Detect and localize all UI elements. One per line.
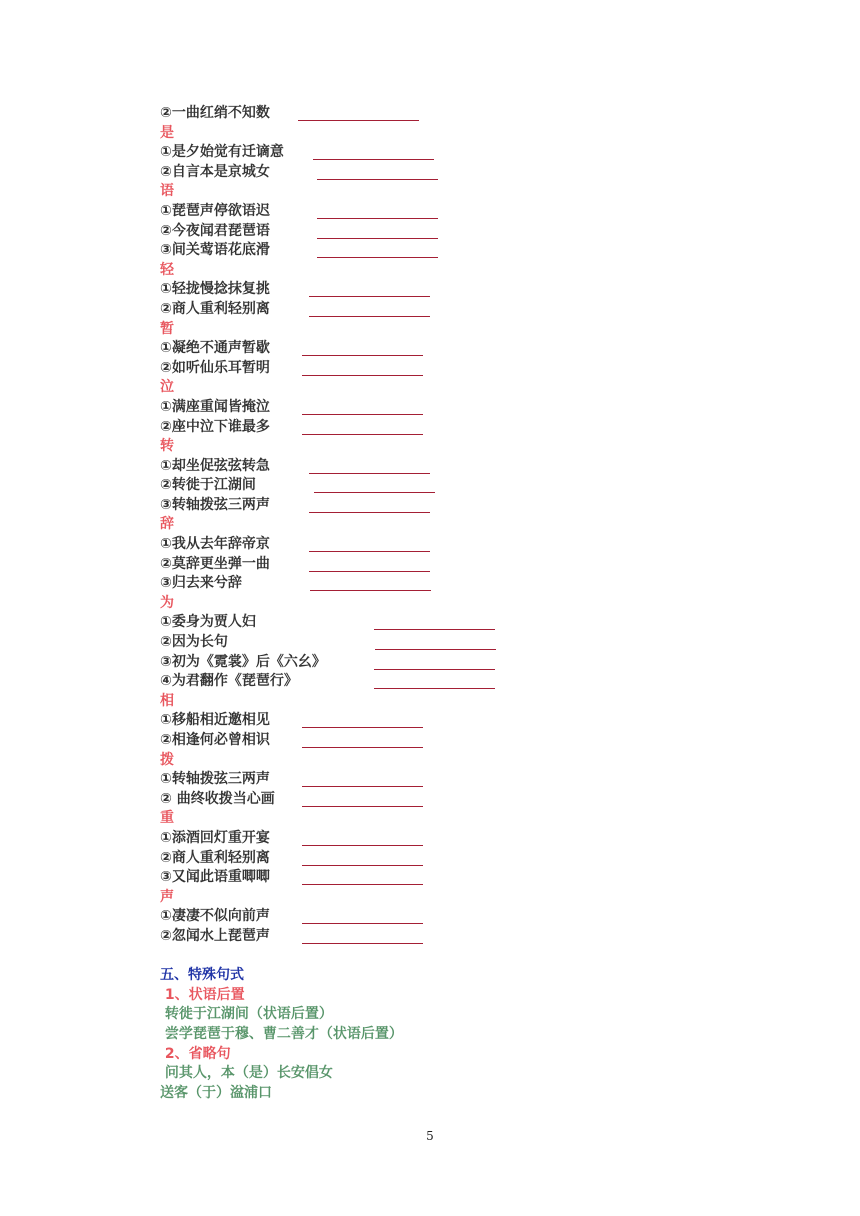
- item-row: [160, 927, 720, 947]
- vocab-head: 为: [160, 594, 174, 611]
- answer-blank[interactable]: [302, 727, 423, 728]
- item-row: [160, 790, 720, 810]
- example-sentence: 问其人，本（是）长安倡女: [160, 1065, 333, 1082]
- item-row: [160, 849, 720, 869]
- item-text: ①我从去年辞帝京: [160, 536, 270, 553]
- item-text: ①转轴拨弦三两声: [160, 771, 270, 788]
- item-row: [160, 241, 720, 261]
- item-text: ②如听仙乐耳暂明: [160, 359, 270, 376]
- item-row: [160, 770, 720, 790]
- subsection-heading: 1、状语后置: [160, 986, 245, 1003]
- item-row: [160, 280, 720, 300]
- answer-blank[interactable]: [302, 434, 423, 435]
- item-text: ②今夜闻君琵琶语: [160, 222, 270, 239]
- answer-blank[interactable]: [309, 316, 430, 317]
- answer-blank[interactable]: [302, 865, 423, 866]
- item-row: [160, 398, 720, 418]
- item-row: [160, 868, 720, 888]
- vocab-head: 声: [160, 888, 174, 905]
- answer-blank[interactable]: [317, 218, 438, 219]
- item-row: [160, 457, 720, 477]
- item-text: ①凄凄不似向前声: [160, 908, 270, 925]
- answer-blank[interactable]: [374, 688, 495, 689]
- example-sentence: 送客（于）湓浦口: [160, 1084, 272, 1101]
- item-row: [160, 163, 720, 183]
- item-row: [160, 143, 720, 163]
- item-text: ①满座重闻皆掩泣: [160, 398, 270, 415]
- vocab-head: 泣: [160, 379, 174, 396]
- answer-blank[interactable]: [375, 649, 496, 650]
- example-sentence: 尝学琵琶于穆、曹二善才（状语后置）: [160, 1025, 403, 1042]
- answer-blank[interactable]: [317, 238, 438, 239]
- item-text: ①轻拢慢捻抹复挑: [160, 281, 270, 298]
- item-row: [160, 653, 720, 673]
- answer-blank[interactable]: [302, 884, 423, 885]
- item-row: [160, 672, 720, 692]
- vocab-head: 转: [160, 438, 174, 455]
- item-row: [160, 300, 720, 320]
- item-row: [160, 222, 720, 242]
- item-row: [160, 555, 720, 575]
- subsection-heading: 2、省略句: [160, 1045, 231, 1062]
- item-text: ①却坐促弦弦转急: [160, 457, 270, 474]
- item-text: ②座中泣下谁最多: [160, 418, 270, 435]
- answer-blank[interactable]: [302, 806, 423, 807]
- item-text: ①是夕始觉有迁谪意: [160, 144, 284, 161]
- vocab-head: 是: [160, 124, 174, 141]
- item-row: [160, 476, 720, 496]
- answer-blank[interactable]: [374, 669, 495, 670]
- vocab-head: 重: [160, 810, 174, 827]
- item-text: ③归去来兮辞: [160, 575, 242, 592]
- item-text: ②因为长句: [160, 634, 228, 651]
- answer-blank[interactable]: [309, 473, 430, 474]
- answer-blank[interactable]: [302, 786, 423, 787]
- answer-blank[interactable]: [302, 747, 423, 748]
- item-row: [160, 359, 720, 379]
- item-text: ③间关莺语花底滑: [160, 242, 270, 259]
- vocab-head: 轻: [160, 261, 174, 278]
- item-text: ①凝绝不通声暂歇: [160, 340, 270, 357]
- item-text: ①委身为贾人妇: [160, 614, 256, 631]
- item-text: ①添酒回灯重开宴: [160, 829, 270, 846]
- page-number: 5: [426, 1129, 434, 1143]
- item-text: ②相逢何必曾相识: [160, 732, 270, 748]
- item-row: [160, 633, 720, 653]
- item-text: ②忽闻水上琵琶声: [160, 927, 270, 944]
- item-text: ①琵琶声停欲语迟: [160, 202, 270, 219]
- item-text: ② 曲终收拨当心画: [160, 790, 275, 807]
- item-text: ②商人重利轻别离: [160, 849, 270, 866]
- answer-blank[interactable]: [310, 590, 431, 591]
- item-row: [160, 418, 720, 438]
- item-row: [160, 829, 720, 849]
- vocab-head: 辞: [160, 516, 174, 533]
- item-text: ③又闻此语重唧唧: [160, 869, 270, 886]
- vocab-head: 相: [160, 692, 174, 709]
- item-row: [160, 535, 720, 555]
- item-text: ②自言本是京城女: [160, 163, 270, 180]
- answer-blank[interactable]: [302, 943, 423, 944]
- item-text: ②一曲红绡不知数: [160, 105, 270, 121]
- answer-blank[interactable]: [309, 296, 430, 297]
- answer-blank[interactable]: [302, 375, 423, 376]
- answer-blank[interactable]: [374, 629, 495, 630]
- spacer: [160, 947, 720, 967]
- vocab-head: 拨: [160, 751, 174, 768]
- item-row: [160, 339, 720, 359]
- item-row: [160, 711, 720, 731]
- answer-blank[interactable]: [302, 355, 423, 356]
- item-text: ②转徙于江湖间: [160, 477, 256, 494]
- item-text: ②商人重利轻别离: [160, 300, 270, 317]
- answer-blank[interactable]: [309, 551, 430, 552]
- item-row: [160, 104, 720, 124]
- item-row: [160, 907, 720, 927]
- item-text: ①移船相近邀相见: [160, 712, 270, 729]
- answer-blank[interactable]: [302, 414, 423, 415]
- answer-blank[interactable]: [309, 512, 430, 513]
- answer-blank[interactable]: [314, 492, 435, 493]
- example-sentence: 转徙于江湖间（状语后置）: [160, 1006, 333, 1023]
- answer-blank[interactable]: [317, 257, 438, 258]
- answer-blank[interactable]: [302, 845, 423, 846]
- worksheet: [160, 104, 720, 1103]
- answer-blank[interactable]: [313, 159, 434, 160]
- answer-blank[interactable]: [302, 923, 423, 924]
- vocab-head: 暂: [160, 320, 174, 337]
- item-row: [160, 613, 720, 633]
- answer-blank[interactable]: [298, 120, 419, 121]
- answer-blank[interactable]: [317, 179, 438, 180]
- item-row: [160, 574, 720, 594]
- item-row: [160, 202, 720, 222]
- item-row: [160, 496, 720, 516]
- item-row: [160, 731, 720, 751]
- item-text: ④为君翻作《琵琶行》: [160, 673, 298, 690]
- item-text: ②莫辞更坐弹一曲: [160, 555, 270, 572]
- item-text: ③转轴拨弦三两声: [160, 496, 270, 513]
- item-text: ③初为《霓裳》后《六幺》: [160, 653, 326, 670]
- answer-blank[interactable]: [309, 571, 430, 572]
- vocab-head: 语: [160, 183, 174, 200]
- section-title: 五、特殊句式: [160, 967, 244, 984]
